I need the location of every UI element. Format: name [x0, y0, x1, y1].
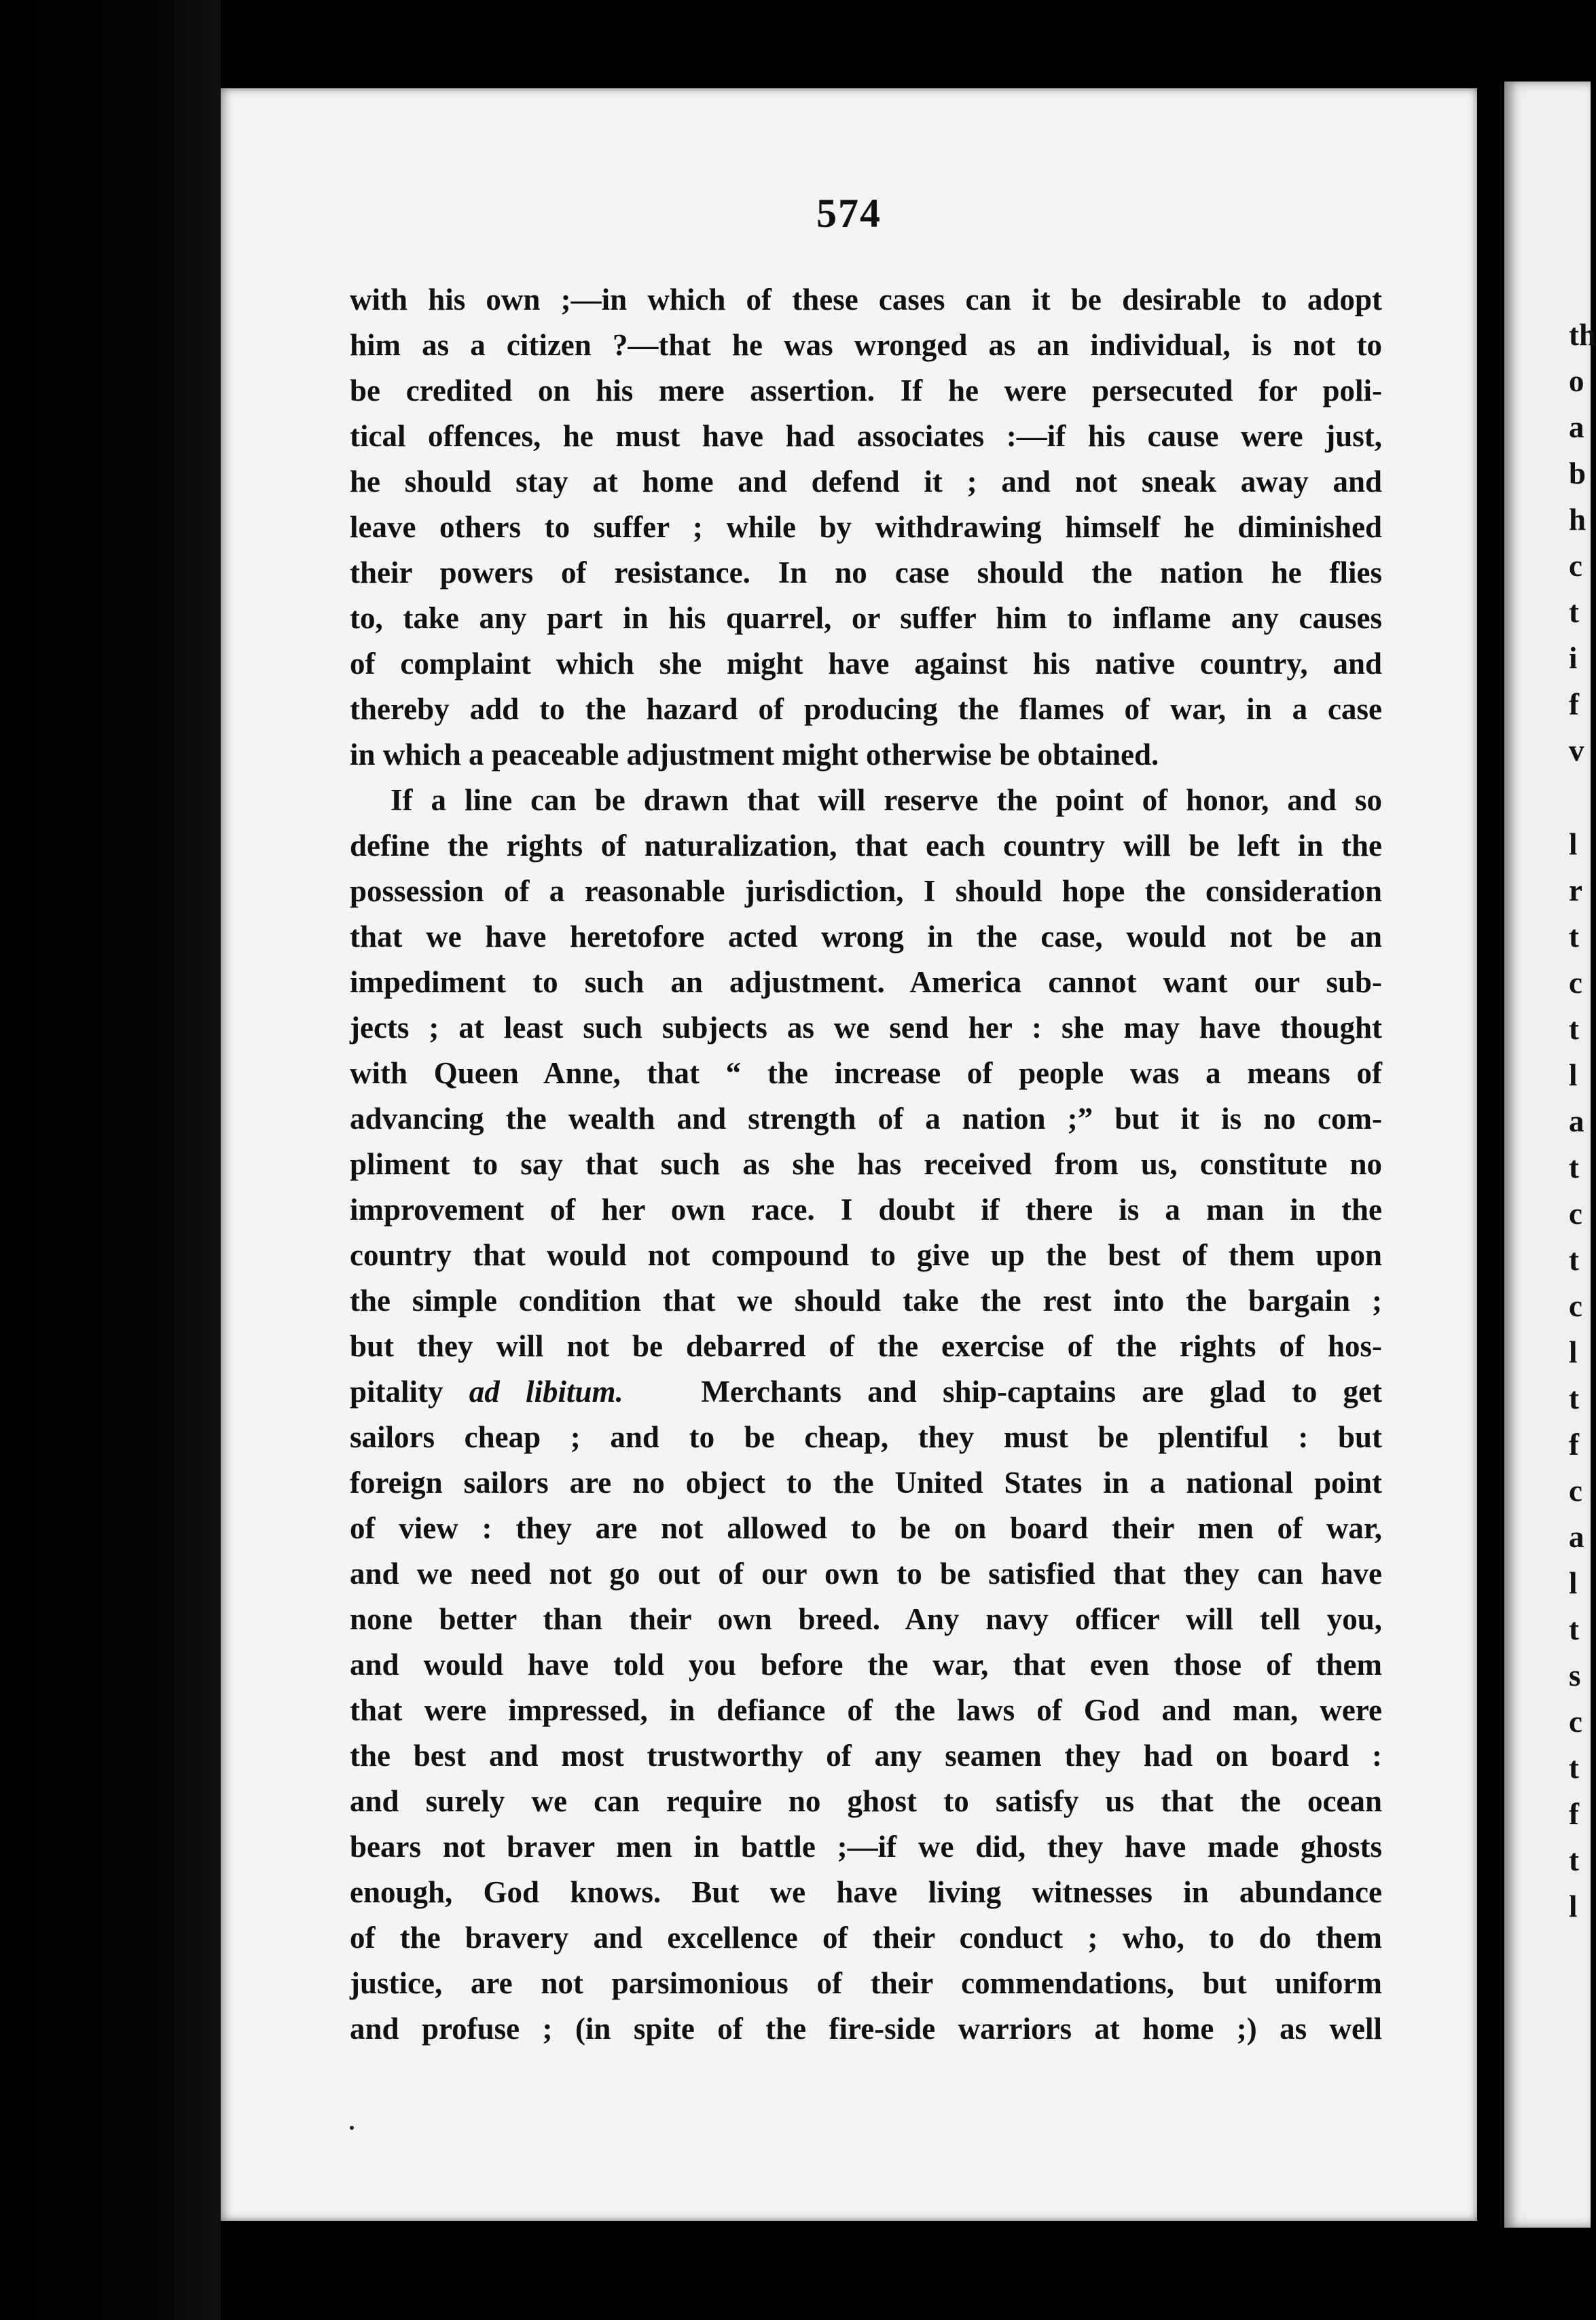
adjacent-text-fragment: a	[1569, 410, 1584, 444]
text-line: possession of a reasonable jurisdiction, I should hope the consideration	[350, 874, 1382, 908]
text-line: with Queen Anne, that “ the increase of people was a means of	[350, 1056, 1382, 1090]
adjacent-text-fragment: c	[1569, 1197, 1582, 1231]
text-line: him as a citizen ?—that he was wronged as an individual, is not to	[350, 328, 1382, 362]
adjacent-text-fragment: t	[1569, 920, 1579, 954]
adjacent-text-fragment: t	[1569, 1751, 1579, 1785]
text-line: the best and most trustworthy of any seamen they had on board :	[350, 1739, 1382, 1773]
adjacent-text-fragment: f	[1569, 687, 1579, 721]
text-line: justice, are not parsimonious of their commendations, but uniform	[350, 1966, 1382, 2000]
text-line: jects ; at least such subjects as we send her : she may have thought	[350, 1011, 1382, 1045]
text-fragment: pitality	[350, 1375, 443, 1409]
text-line: of view : they are not allowed to be on board their men of war,	[350, 1511, 1382, 1545]
text-line: that we have heretofore acted wrong in the case, would not be an	[350, 920, 1382, 954]
text-line: sailors cheap ; and to be cheap, they must be plentiful : but	[350, 1420, 1382, 1454]
text-line: their powers of resistance. In no case should the nation he flies	[350, 556, 1382, 590]
adjacent-text-fragment: f	[1569, 1428, 1579, 1462]
adjacent-text-fragment: h	[1569, 503, 1586, 537]
adjacent-text-fragment: c	[1569, 1474, 1582, 1508]
body-text	[350, 277, 1382, 2052]
text-line: he should stay at home and defend it ; and not sneak away and	[350, 465, 1382, 499]
adjacent-text-fragment: t	[1569, 1243, 1579, 1277]
text-line: advancing the wealth and strength of a nation ;” but it is no com-	[350, 1102, 1382, 1136]
text-line: in which a peaceable adjustment might otherwise be obtained.	[350, 738, 1159, 772]
adjacent-text-fragment: f	[1569, 1797, 1579, 1831]
text-line: to, take any part in his quarrel, or suffer him to inflame any causes	[350, 601, 1382, 635]
text-line: with his own ;—in which of these cases can it be desirable to adopt	[350, 283, 1382, 316]
ink-speck	[350, 2126, 354, 2130]
adjacent-page-edge	[1504, 81, 1596, 2228]
adjacent-text-fragment: c	[1569, 1289, 1582, 1323]
text-line: define the rights of naturalization, that each country will be left in the	[350, 829, 1382, 863]
text-line: be credited on his mere assertion. If he were persecuted for poli-	[350, 374, 1382, 407]
text-line	[350, 1369, 1382, 1415]
text-line: none better than their own breed. Any navy officer will tell you,	[350, 1602, 1382, 1636]
text-line: bears not braver men in battle ;—if we did, they have made ghosts	[350, 1830, 1382, 1864]
text-fragment: Merchants and ship-captains are glad to get	[701, 1375, 1383, 1409]
adjacent-text-fragment: t	[1569, 595, 1579, 629]
adjacent-text-fragment: l	[1569, 1566, 1578, 1600]
adjacent-text-fragment: a	[1569, 1104, 1584, 1138]
adjacent-text-fragment: v	[1569, 733, 1584, 767]
text-line: that were impressed, in defiance of the laws of God and man, were	[350, 1693, 1382, 1727]
adjacent-text-fragment: o	[1569, 364, 1584, 398]
text-line: and profuse ; (in spite of the fire-side warriors at home ;) as well	[350, 2012, 1382, 2046]
adjacent-text-fragment: th	[1569, 318, 1596, 352]
text-line: thereby add to the hazard of producing the flames of war, in a case	[350, 692, 1382, 726]
adjacent-text-fragment: t	[1569, 1012, 1579, 1046]
book-page	[221, 88, 1477, 2221]
scanner-gutter	[0, 0, 221, 2320]
text-line: tical offences, he must have had associates :—if his cause were just,	[350, 419, 1382, 453]
italic-phrase: ad libitum.	[469, 1375, 623, 1409]
text-line: foreign sailors are no object to the United States in a national point	[350, 1466, 1382, 1500]
adjacent-text-fragment: a	[1569, 1520, 1584, 1554]
adjacent-text-fragment: l	[1569, 1889, 1578, 1923]
adjacent-text-fragment: t	[1569, 1381, 1579, 1415]
paragraph-start: If a line can be drawn that will reserve the point of honor, and so	[391, 783, 1382, 817]
adjacent-text-fragment: t	[1569, 1843, 1579, 1877]
text-line: impediment to such an adjustment. America cannot want our sub-	[350, 965, 1382, 999]
adjacent-text-fragment: l	[1569, 1058, 1578, 1092]
adjacent-text-fragment: c	[1569, 549, 1582, 583]
text-line: the simple condition that we should take the rest into the bargain ;	[350, 1284, 1382, 1318]
text-line: enough, God knows. But we have living witnesses in abundance	[350, 1875, 1382, 1909]
text-line: but they will not be debarred of the exercise of the rights of hos-	[350, 1329, 1382, 1363]
adjacent-text-fragment: s	[1569, 1659, 1581, 1692]
text-line: and would have told you before the war, that even those of them	[350, 1648, 1382, 1682]
adjacent-text-fragment: c	[1569, 1705, 1582, 1739]
page-number: 574	[816, 191, 882, 236]
text-line: improvement of her own race. I doubt if there is a man in the	[350, 1193, 1382, 1227]
adjacent-text-fragment: c	[1569, 966, 1582, 1000]
text-line: and surely we can require no ghost to satisfy us that the ocean	[350, 1784, 1382, 1818]
adjacent-text-fragment: i	[1569, 641, 1578, 675]
adjacent-text-fragment: l	[1569, 1335, 1578, 1369]
adjacent-text-fragment: b	[1569, 456, 1586, 490]
adjacent-text-fragment: r	[1569, 873, 1582, 907]
text-line: country that would not compound to give up the best of them upon	[350, 1238, 1382, 1272]
adjacent-text-fragment: t	[1569, 1612, 1579, 1646]
adjacent-text-fragment: l	[1569, 827, 1578, 861]
text-line: leave others to suffer ; while by withdrawing himself he diminished	[350, 510, 1382, 544]
text-line: of the bravery and excellence of their conduct ; who, to do them	[350, 1921, 1382, 1955]
text-line: pliment to say that such as she has received from us, constitute no	[350, 1147, 1382, 1181]
text-line: and we need not go out of our own to be satisfied that they can have	[350, 1557, 1382, 1591]
adjacent-text-fragment: t	[1569, 1150, 1579, 1184]
text-line: of complaint which she might have against his native country, and	[350, 647, 1382, 681]
